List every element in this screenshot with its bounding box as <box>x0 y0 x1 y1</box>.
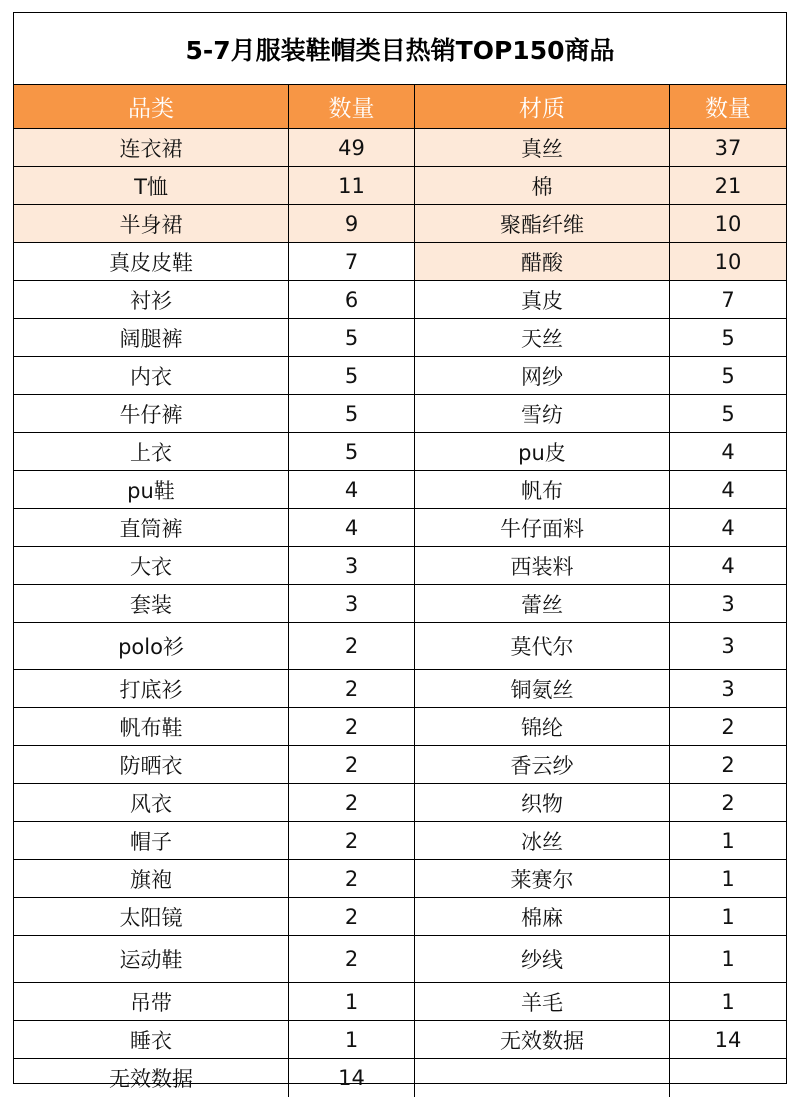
category-count-cell: 4 <box>289 471 415 508</box>
category-cell: 帽子 <box>14 822 289 859</box>
material-cell: 香云纱 <box>415 746 670 783</box>
category-cell: 防晒衣 <box>14 746 289 783</box>
category-count-cell: 9 <box>289 205 415 242</box>
table-row <box>14 509 786 547</box>
material-cell: 棉 <box>415 167 670 204</box>
category-cell: pu鞋 <box>14 471 289 508</box>
table-sheet <box>13 12 787 1091</box>
category-count-cell: 2 <box>289 784 415 821</box>
table-row <box>14 708 786 746</box>
material-count-cell: 1 <box>721 866 735 891</box>
table-row <box>14 471 786 509</box>
category-cell: 衬衫 <box>14 281 289 318</box>
material-cell: 天丝 <box>415 319 670 356</box>
category-cell: 上衣 <box>14 433 289 470</box>
material-count-cell: 37 <box>670 129 786 166</box>
material-count-cell: 5 <box>721 363 735 388</box>
category-count-cell: 2 <box>289 708 415 745</box>
material-count-cell: 1 <box>721 904 735 929</box>
category-count-cell: 49 <box>289 129 415 166</box>
table-row <box>14 1059 786 1097</box>
category-count-cell: 5 <box>289 433 415 470</box>
material-cell: 纱线 <box>415 936 670 982</box>
material-count-cell: 2 <box>721 752 735 777</box>
table-row <box>14 936 786 983</box>
table-row <box>14 167 786 205</box>
category-cell: 直筒裤 <box>14 509 289 546</box>
material-count-cell: 2 <box>721 714 735 739</box>
header-category: 品类 <box>14 85 289 128</box>
category-cell: 吊带 <box>14 983 289 1020</box>
table-row <box>14 319 786 357</box>
category-count-cell: 2 <box>289 898 415 935</box>
material-cell: 聚酯纤维 <box>415 205 670 242</box>
material-count-cell: 10 <box>670 243 786 280</box>
material-cell: 牛仔面料 <box>415 509 670 546</box>
material-count-cell: 14 <box>714 1027 742 1052</box>
material-count-cell: 4 <box>721 439 735 464</box>
material-count-cell: 2 <box>721 790 735 815</box>
category-count-cell: 2 <box>289 623 415 669</box>
material-cell: 冰丝 <box>415 822 670 859</box>
material-cell: 莱赛尔 <box>415 860 670 897</box>
category-count-cell: 14 <box>289 1059 415 1097</box>
material-count-cell: 4 <box>721 515 735 540</box>
category-count-cell: 2 <box>289 670 415 707</box>
material-count-cell: 5 <box>721 325 735 350</box>
table-row <box>14 983 786 1021</box>
material-count-cell: 7 <box>721 287 735 312</box>
category-cell: 帆布鞋 <box>14 708 289 745</box>
category-count-cell: 2 <box>289 746 415 783</box>
table-row <box>14 585 786 623</box>
category-count-cell: 1 <box>289 1021 415 1058</box>
table-row <box>14 623 786 670</box>
data-table <box>14 85 786 1097</box>
table-row <box>14 243 786 281</box>
category-cell: 套装 <box>14 585 289 622</box>
material-cell: 莫代尔 <box>415 623 670 669</box>
category-count-cell: 6 <box>289 281 415 318</box>
category-cell: 牛仔裤 <box>14 395 289 432</box>
material-cell: 蕾丝 <box>415 585 670 622</box>
table-row <box>14 281 786 319</box>
table-row <box>14 547 786 585</box>
table-title: 5-7月服装鞋帽类目热销TOP150商品 <box>14 13 786 85</box>
material-cell: 棉麻 <box>415 898 670 935</box>
material-count-cell: 1 <box>721 947 735 971</box>
category-count-cell: 5 <box>289 357 415 394</box>
material-count-cell: 4 <box>721 477 735 502</box>
table-row <box>14 822 786 860</box>
table-row <box>14 784 786 822</box>
table-row <box>14 433 786 471</box>
material-count-cell: 3 <box>721 676 735 701</box>
header-row <box>14 85 786 129</box>
table-row <box>14 1021 786 1059</box>
material-cell: 真皮 <box>415 281 670 318</box>
category-count-cell: 3 <box>289 547 415 584</box>
category-count-cell: 7 <box>289 243 415 280</box>
material-count-cell: 3 <box>721 591 735 616</box>
material-count-cell: 1 <box>721 828 735 853</box>
category-cell: 连衣裙 <box>14 129 289 166</box>
category-count-cell: 5 <box>289 319 415 356</box>
category-cell: 半身裙 <box>14 205 289 242</box>
material-count-cell: 10 <box>670 205 786 242</box>
category-cell: 风衣 <box>14 784 289 821</box>
category-cell: 无效数据 <box>14 1059 289 1097</box>
category-cell: polo衫 <box>14 623 289 669</box>
material-cell: pu皮 <box>415 433 670 470</box>
header-material: 材质 <box>415 85 670 128</box>
material-cell: 无效数据 <box>415 1021 670 1058</box>
category-cell: 大衣 <box>14 547 289 584</box>
table-row <box>14 129 786 167</box>
material-cell: 醋酸 <box>415 243 670 280</box>
material-cell <box>415 1059 670 1097</box>
category-count-cell: 2 <box>289 822 415 859</box>
category-cell: 真皮皮鞋 <box>14 243 289 280</box>
category-cell: 睡衣 <box>14 1021 289 1058</box>
category-cell: 运动鞋 <box>14 936 289 982</box>
material-cell: 织物 <box>415 784 670 821</box>
material-cell: 铜氨丝 <box>415 670 670 707</box>
material-count-cell: 3 <box>721 634 735 658</box>
material-count-cell: 21 <box>670 167 786 204</box>
category-count-cell: 11 <box>289 167 415 204</box>
table-row <box>14 357 786 395</box>
material-cell: 真丝 <box>415 129 670 166</box>
material-cell: 帆布 <box>415 471 670 508</box>
category-count-cell: 1 <box>289 983 415 1020</box>
table-row <box>14 395 786 433</box>
material-count-cell: 1 <box>721 989 735 1014</box>
category-count-cell: 2 <box>289 936 415 982</box>
header-material-count: 数量 <box>670 85 786 128</box>
material-cell: 网纱 <box>415 357 670 394</box>
table-row <box>14 860 786 898</box>
category-count-cell: 2 <box>289 860 415 897</box>
category-cell: 内衣 <box>14 357 289 394</box>
material-count-cell <box>670 1059 786 1097</box>
table-row <box>14 746 786 784</box>
category-cell: T恤 <box>14 167 289 204</box>
category-count-cell: 5 <box>289 395 415 432</box>
header-category-count: 数量 <box>289 85 415 128</box>
category-count-cell: 3 <box>289 585 415 622</box>
category-cell: 太阳镜 <box>14 898 289 935</box>
category-cell: 阔腿裤 <box>14 319 289 356</box>
table-row <box>14 205 786 243</box>
category-cell: 打底衫 <box>14 670 289 707</box>
material-count-cell: 5 <box>721 401 735 426</box>
category-cell: 旗袍 <box>14 860 289 897</box>
category-count-cell: 4 <box>289 509 415 546</box>
material-cell: 雪纺 <box>415 395 670 432</box>
material-cell: 羊毛 <box>415 983 670 1020</box>
material-cell: 西装料 <box>415 547 670 584</box>
material-count-cell: 4 <box>721 553 735 578</box>
material-cell: 锦纶 <box>415 708 670 745</box>
table-row <box>14 898 786 936</box>
table-row <box>14 670 786 708</box>
